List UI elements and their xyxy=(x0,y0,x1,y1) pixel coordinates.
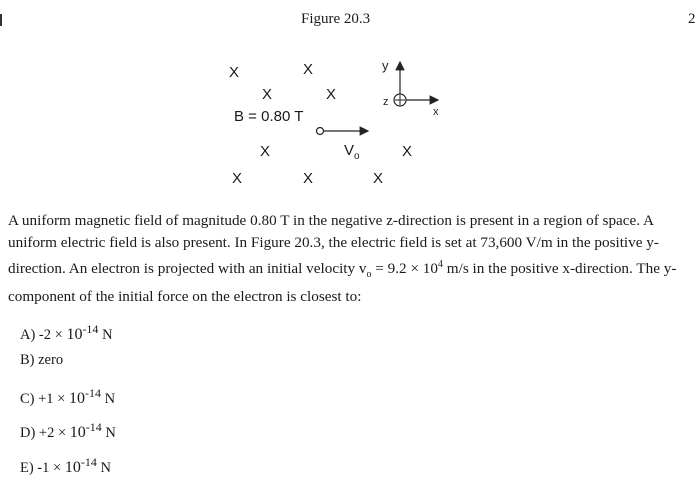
page-number: 2 xyxy=(688,11,696,27)
field-mark: X xyxy=(326,86,337,103)
electron-particle xyxy=(317,128,324,135)
field-mark: X xyxy=(229,64,240,81)
z-axis-label: z xyxy=(383,96,389,108)
magnetic-field-label: B = 0.80 T xyxy=(234,108,304,125)
field-mark: X xyxy=(303,61,314,78)
choice-c[interactable]: $C) +1 \times 10^{-14}$ N xyxy=(20,386,116,407)
figure-title: Figure 20.3 xyxy=(301,11,371,27)
velocity-label: $V_o$ xyxy=(344,142,360,162)
field-mark: X xyxy=(232,170,243,187)
y-axis-label: y xyxy=(382,58,389,73)
choice-b[interactable]: B) zero xyxy=(20,352,64,368)
x-axis-label: x xyxy=(433,106,439,118)
choice-a[interactable]: A) $-2 \times 10^{-14}$ N xyxy=(20,322,113,343)
field-mark: X xyxy=(262,86,273,103)
question-text: A uniform magnetic field of magnitude 0.80 T in the negative z-direction is present in a region of space. A uniform electric field is also present. In Figure 20.3, the electric field is set at 73,600 V/m in the positive y-direction. An electron is projected with an initial velocity $v_o = 9.2 \times 10^4$ m/s in the positive x-direction. The y-component of the initial force on the electron is closest to: xyxy=(8,212,677,306)
field-mark: X xyxy=(373,170,384,187)
field-mark: X xyxy=(402,143,413,160)
field-mark: X xyxy=(260,143,271,160)
choice-e[interactable]: E) $-1 \times 10^{-14}$ N xyxy=(20,455,111,476)
field-mark: X xyxy=(303,170,314,187)
choice-d[interactable]: $D) +2 \times 10^{-14}$ N xyxy=(20,420,116,441)
